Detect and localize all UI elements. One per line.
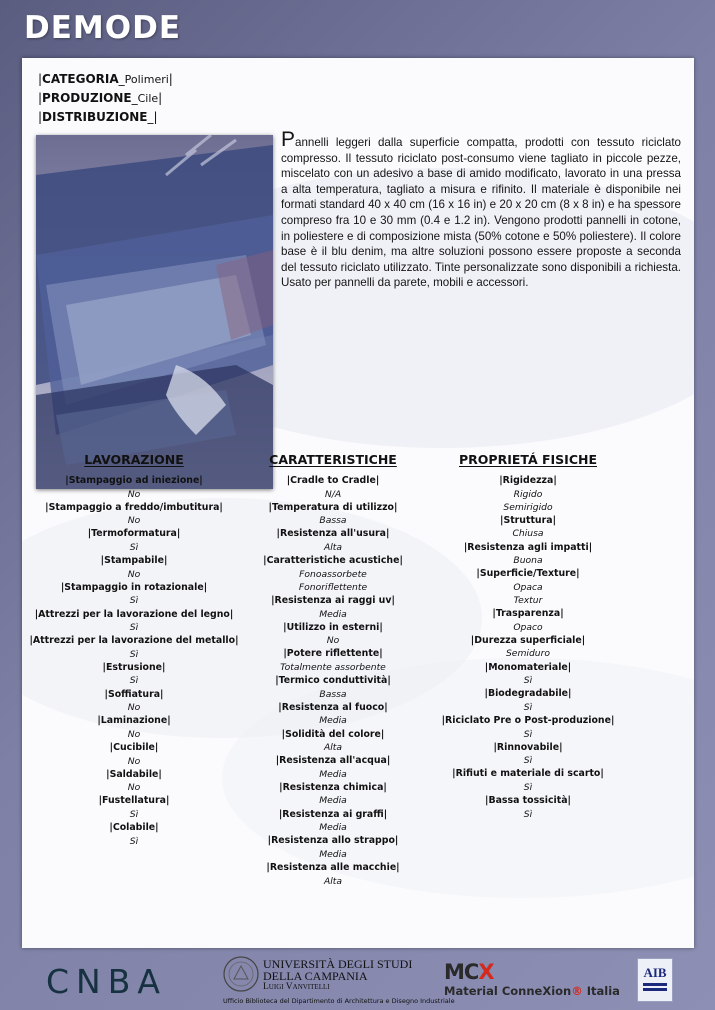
property-label: |Cucibile| (109, 742, 159, 754)
property-item (24, 608, 244, 635)
property-label: |Resistenza allo strappo| (267, 835, 399, 847)
university-logo[interactable] (223, 957, 455, 1009)
material-photo (36, 135, 273, 489)
university-seal-icon (222, 955, 260, 993)
property-label: |Resistenza all'usura| (276, 528, 390, 540)
property-item (418, 607, 638, 634)
property-value: Media (319, 715, 347, 727)
property-value: Sì (523, 675, 533, 687)
property-item (24, 554, 244, 581)
property-label: |Rifiuti e materiale di scarto| (452, 768, 604, 780)
property-value: Buona (513, 555, 543, 567)
property-item (223, 701, 443, 728)
property-label: |Soffiatura| (104, 688, 164, 700)
property-value: Bassa (319, 688, 347, 700)
property-item (223, 861, 443, 888)
property-value: Sì (129, 622, 139, 634)
property-value: Media (319, 822, 347, 834)
property-label: |Attrezzi per la lavorazione del legno| (34, 608, 234, 620)
property-label: |Fustellatura| (98, 795, 170, 807)
section-caratteristiche (223, 452, 443, 888)
property-value: Media (319, 795, 347, 807)
university-line3: Luigi Vanvitelli (263, 982, 330, 992)
property-label: |Resistenza ai raggi uv| (271, 595, 395, 607)
property-label: |Resistenza agli impatti| (463, 541, 593, 553)
property-label: |Solidità del colore| (281, 728, 385, 740)
property-label: |Bassa tossicità| (485, 795, 571, 807)
property-value: No (127, 702, 141, 714)
caratteristiche-list (223, 474, 443, 888)
meta-categoria: |CATEGORIA_Polimeri| (38, 72, 173, 86)
property-label: |Durezza superficiale| (470, 634, 586, 646)
description-text: annelli leggeri dalla superficie compatta, prodotti con tessuto riciclato compresso. Il tessuto riciclato post-consumo viene tagliato in piccole pezze, miscelato con un adesivo a base di amido modificato, lavorato in una pressa a alta temperatura, tagliato a misura e rifinito. Il materiale è disponibile nei formati standard 40 x 40 cm (16 x 16 in) e 20 x 20 cm (8 x 8 in) e ha spessore compreso fra 10 e 30 mm (0.4 e 1.2 in). Vengono prodotti pannelli in cotone, in poliestere e di composizione mista (50% cotone e 50% poliestere). Il colore base è il blu denim, ma altre soluzioni possono essere proposte a seconda del tessuto riciclato utilizzato. Tinte personalizzate sono disponibili a richiesta. Usato per pannelli da parete, mobili e accessori. (281, 136, 681, 290)
property-label: |Resistenza ai graffi| (278, 808, 388, 820)
property-item (24, 661, 244, 688)
property-label: |Laminazione| (97, 715, 171, 727)
property-label: |Temperatura di utilizzo| (268, 501, 398, 513)
property-value: Sì (129, 808, 139, 820)
property-label: |Rigidezza| (499, 475, 557, 486)
property-item (223, 754, 443, 781)
property-item (418, 794, 638, 821)
mcx-tagline: Material ConneXion® Italia (444, 984, 620, 998)
property-value: Alta (323, 875, 343, 887)
property-label: |Stampabile| (100, 555, 168, 567)
cnba-logo[interactable]: CNBA (46, 962, 167, 1001)
meta-distribuzione: |DISTRIBUZIONE_| (38, 110, 158, 124)
property-label: |Superficie/Texture| (476, 568, 580, 580)
property-value: No (127, 488, 141, 500)
property-item (24, 794, 244, 821)
aib-stripe (643, 988, 667, 991)
property-item (418, 767, 638, 794)
property-label: |Stampaggio in rotazionale| (60, 581, 208, 593)
property-item (24, 581, 244, 608)
property-item (223, 594, 443, 621)
property-label: |Stampaggio a freddo/imbutitura| (45, 501, 223, 513)
property-value: Fonoriflettente (298, 581, 368, 593)
property-item (223, 674, 443, 701)
lavorazione-list (24, 474, 244, 848)
property-value: Opaco (513, 621, 543, 633)
property-value: Sì (129, 675, 139, 687)
property-value: Sì (129, 541, 139, 553)
property-label: |Trasparenza| (492, 608, 564, 620)
property-label: |Struttura| (500, 514, 556, 526)
property-value: No (127, 755, 141, 767)
aib-text: AIB (643, 965, 667, 980)
aib-logo[interactable] (637, 958, 673, 1002)
property-value: Opaca (513, 581, 543, 593)
property-item (418, 714, 638, 741)
property-value: Media (319, 848, 347, 860)
property-value: Chiusa (512, 528, 544, 540)
property-item (223, 808, 443, 835)
property-item (223, 554, 443, 594)
property-label: |Potere riflettente| (283, 648, 383, 660)
property-value: Media (319, 768, 347, 780)
proprieta-title: PROPRIETÁ FISICHE (459, 452, 597, 467)
property-value: No (127, 568, 141, 580)
property-item (24, 741, 244, 768)
property-item (418, 687, 638, 714)
property-label: |Monomateriale| (484, 661, 572, 673)
brand-title: DEMODE (24, 10, 182, 46)
property-item (418, 514, 638, 541)
material-description (281, 128, 681, 291)
property-item (223, 527, 443, 554)
property-label: |Utilizzo in esterni| (283, 621, 383, 633)
property-label: |Caratteristiche acustiche| (263, 555, 403, 567)
property-item (24, 768, 244, 795)
lavorazione-title: LAVORAZIONE (84, 452, 184, 467)
property-value: Semiduro (505, 648, 551, 660)
property-item (24, 821, 244, 848)
property-label: |Rinnovabile| (493, 741, 563, 753)
property-item (418, 567, 638, 607)
property-label: |Resistenza alle macchie| (266, 862, 400, 874)
property-value: Sì (523, 781, 533, 793)
aib-stripe (643, 983, 667, 986)
property-value: No (127, 728, 141, 740)
property-item (223, 647, 443, 674)
property-value: No (127, 515, 141, 527)
property-value: Sì (523, 701, 533, 713)
property-value: Rigido (513, 488, 543, 500)
property-value: Alta (323, 742, 343, 754)
property-value: Sì (129, 595, 139, 607)
property-value: Sì (129, 835, 139, 847)
property-item (24, 634, 244, 661)
property-value: Bassa (319, 515, 347, 527)
property-item (418, 474, 638, 514)
property-item (24, 688, 244, 715)
property-item (223, 501, 443, 528)
mcx-mark: MCX (444, 960, 494, 984)
university-line2: DELLA CAMPANIA (263, 969, 368, 983)
property-item (223, 728, 443, 755)
property-item (223, 621, 443, 648)
property-label: |Cradle to Cradle| (286, 475, 380, 486)
property-label: |Colabile| (109, 822, 159, 834)
property-value: Fonoassorbete (299, 568, 367, 580)
property-item (418, 634, 638, 661)
property-label: |Stampaggio ad iniezione| (65, 475, 203, 486)
property-value: Totalmente assorbente (280, 661, 386, 673)
description-initial: P (281, 128, 296, 151)
property-label: |Resistenza all'acqua| (275, 755, 391, 767)
property-label: |Saldabile| (106, 768, 162, 780)
property-item (24, 501, 244, 528)
property-value: Media (319, 608, 347, 620)
property-item (223, 474, 443, 501)
property-value: Sì (129, 648, 139, 660)
property-value: Sì (523, 755, 533, 767)
property-value: Alta (323, 541, 343, 553)
proprieta-list (418, 474, 638, 821)
material-meta (38, 70, 173, 127)
property-label: |Resistenza al fuoco| (278, 701, 388, 713)
section-proprieta-fisiche (418, 452, 638, 821)
property-label: |Resistenza chimica| (279, 781, 387, 793)
property-item (418, 741, 638, 768)
property-item (418, 541, 638, 568)
material-connexion-logo[interactable] (444, 962, 620, 998)
property-label: |Termico conduttività| (275, 675, 391, 687)
property-label: |Attrezzi per la lavorazione del metallo| (29, 635, 239, 647)
property-value: No (127, 782, 141, 794)
property-label: |Biodegradabile| (484, 688, 572, 700)
property-value: N/A (324, 488, 342, 500)
section-lavorazione (24, 452, 244, 848)
property-item (24, 474, 244, 501)
caratteristiche-title: CARATTERISTICHE (269, 452, 397, 467)
property-item (223, 834, 443, 861)
property-value: Sì (523, 808, 533, 820)
meta-produzione: |PRODUZIONE_Cile| (38, 91, 163, 105)
property-value: No (326, 635, 340, 647)
property-label: |Estrusione| (102, 661, 166, 673)
property-label: |Termoformatura| (87, 528, 181, 540)
property-item (418, 661, 638, 688)
property-value: Semirigido (503, 501, 553, 513)
university-line4: Ufficio Biblioteca del Dipartimento di Architettura e Disegno Industriale (223, 997, 455, 1005)
property-value: Sì (523, 728, 533, 740)
property-value: Textur (513, 595, 543, 607)
university-line1: UNIVERSITÀ DEGLI STUDI (263, 957, 413, 971)
property-item (24, 714, 244, 741)
property-item (223, 781, 443, 808)
property-label: |Riciclato Pre o Post-produzione| (441, 715, 615, 727)
property-item (24, 527, 244, 554)
